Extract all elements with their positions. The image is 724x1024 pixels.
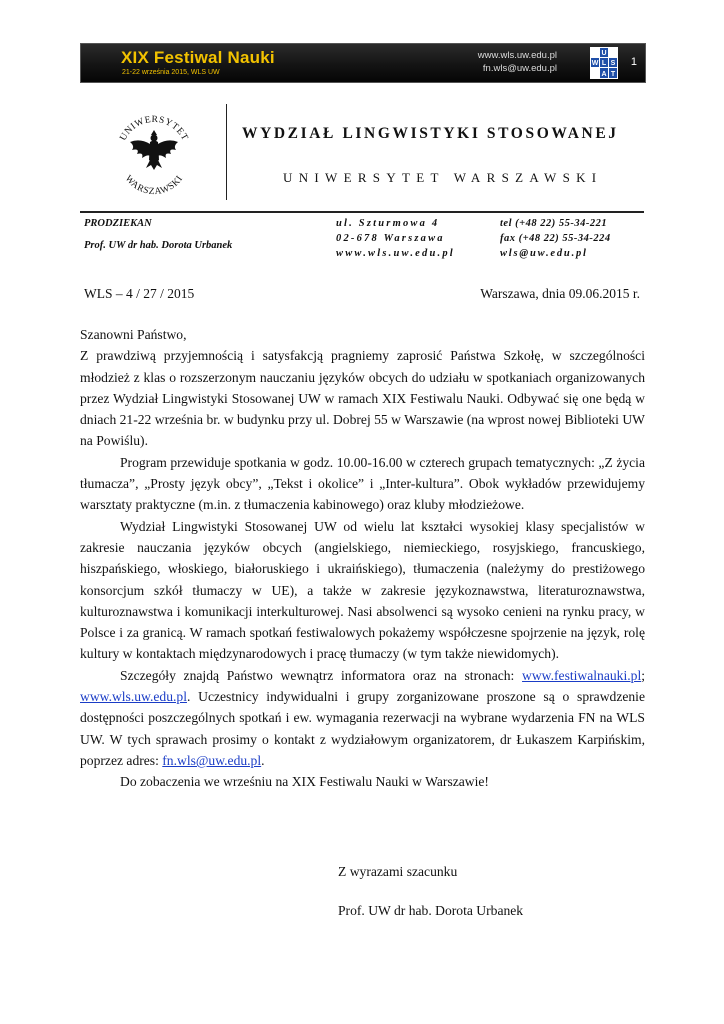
paragraph-4-end: .	[261, 752, 265, 768]
festival-banner	[80, 43, 646, 83]
page-number: 1	[630, 56, 637, 68]
phone-fax: fax (+48 22) 55-34-224	[500, 233, 611, 244]
banner-title: XIX Festiwal Nauki	[121, 48, 275, 67]
festival-link[interactable]: www.festiwalnauki.pl	[522, 667, 642, 683]
closing-phrase: Z wyrazami szacunku	[338, 864, 458, 879]
wls-logo-icon	[590, 47, 618, 79]
logo-letter: W	[591, 60, 599, 67]
paragraph-2: Program przewiduje spotkania w godz. 10.00-16.00 w czterech grupach tematycznych: „Z życia tłumacza”, „Prosty język obcy”, „Tekst i okolice” i „Inter-kultura”. Obok wykładów przewidujemy warsztaty praktyczne (m.in. z tłumaczenia kabinowego) oraz kluby młodzieżowe.	[80, 454, 645, 513]
greeting: Szanowni Państwo,	[80, 327, 187, 342]
paragraph-4-mid: . Uczestnicy indywidualni i grupy zorganizowane proszone są o sprawdzenie dostępności poszczególnych spotkań i ew. wymagania rezerwacji na wybrane wydarzenia FN na WLS UW. W tych sprawach prosimy o kontakt z wydziałowym organizatorem, dr Łukaszem Karpińskim, poprzez adres:	[80, 689, 645, 768]
logo-letter: T	[610, 71, 616, 78]
banner-contact	[478, 49, 557, 75]
paragraph-4	[80, 665, 645, 771]
eagle-icon	[130, 130, 178, 170]
email-link[interactable]: fn.wls@uw.edu.pl	[162, 752, 262, 768]
logo-letter: U	[601, 50, 607, 57]
address-postal: 02-678 Warszawa	[336, 233, 445, 244]
logo-letter: S	[610, 60, 616, 67]
banner-email: fn.wls@uw.edu.pl	[482, 63, 557, 74]
faculty-link[interactable]: www.wls.uw.edu.pl	[80, 689, 187, 705]
university-name: UNIWERSYTET WARSZAWSKI	[283, 170, 603, 185]
paragraph-4-sep: ;	[641, 667, 645, 683]
address-street: ul. Szturmowa 4	[336, 218, 440, 229]
contact-email: wls@uw.edu.pl	[500, 248, 588, 259]
dean-role: PRODZIEKAN	[84, 218, 152, 229]
logo-letter: L	[601, 60, 607, 67]
banner-site: www.wls.uw.edu.pl	[477, 50, 557, 61]
phone-tel: tel (+48 22) 55-34-221	[500, 218, 608, 229]
header-divider	[226, 104, 227, 200]
emblem-bottom-text: WARSZAWSKI	[122, 173, 186, 198]
signature: Prof. UW dr hab. Dorota Urbanek	[338, 903, 524, 918]
letter-body	[80, 324, 645, 793]
reference-number: WLS – 4 / 27 / 2015	[84, 286, 195, 301]
logo-letter: A	[601, 71, 607, 78]
university-emblem-icon	[110, 108, 198, 198]
address-web: www.wls.uw.edu.pl	[336, 248, 455, 259]
paragraph-3: Wydział Lingwistyki Stosowanej UW od wielu lat kształci wysokiej klasy specjalistów w zakresie nauczania języków obcych (angielskiego, niemieckiego, rosyjskiego, francuskiego, hiszpańskiego, włoskiego, białoruskiego i ukraińskiego), tłumaczenia (należymy do prestiżowego konsorcjum szkół tłumaczy w UE), a także w zakresie językoznawstwa, literaturoznawstwa, kulturoznawstwa i komunikacji interkulturowej. Nasi absolwenci są wysoko cenieni na rynku pracy, w Polsce i za granicą. W ramach spotkań festiwalowych pokażemy współczesne spojrzenie na język, rolę kultury w kontaktach międzynarodowych i pracę tłumaczy (w tym także niewidomych).	[80, 518, 645, 662]
letter-date: Warszawa, dnia 09.06.2015 r.	[480, 286, 640, 301]
faculty-name: WYDZIAŁ LINGWISTYKI STOSOWANEJ	[242, 125, 619, 142]
paragraph-5: Do zobaczenia we wrześniu na XIX Festiwalu Nauki w Warszawie!	[120, 774, 489, 790]
dean-name: Prof. UW dr hab. Dorota Urbanek	[84, 240, 233, 251]
svg-text:WARSZAWSKI	[123, 174, 186, 197]
banner-subtitle: 21-22 września 2015, WLS UW	[122, 69, 220, 76]
paragraph-1: Z prawdziwą przyjemnością i satysfakcją pragniemy zaprosić Państwa Szkołę, w szczególności młodzież z klas o rozszerzonym nauczaniu języków obcych do udziału w spotkaniach organizowanych przez Wydział Lingwistyki Stosowanej UW w ramach XIX Festiwalu Nauki. Odbywać się one będą w dniach 21-22 września br. w budynku przy ul. Dobrej 55 w Warszawie (na wprost nowej Biblioteki UW na Powiślu).	[80, 348, 645, 449]
address-block	[336, 216, 455, 261]
header-rule	[80, 211, 644, 213]
emblem-top-text: UNIWERSYTET	[118, 114, 190, 143]
phone-block	[500, 216, 611, 261]
paragraph-4-start: Szczegóły znajdą Państwo wewnątrz informatora oraz na stronach:	[120, 667, 523, 683]
